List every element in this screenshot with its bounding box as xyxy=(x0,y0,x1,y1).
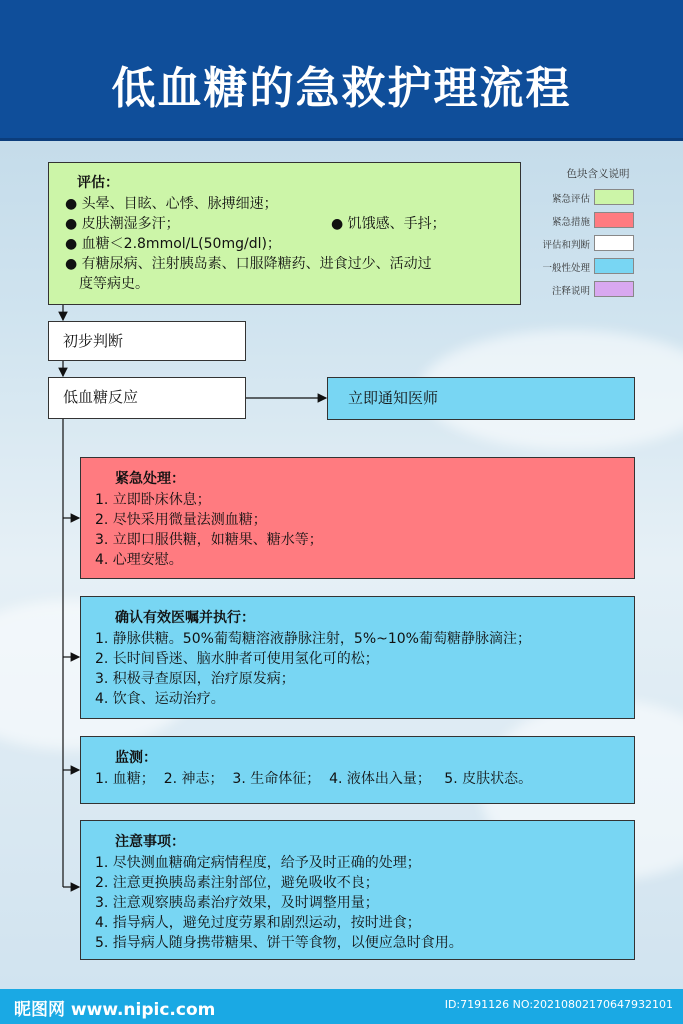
legend-item-general xyxy=(532,258,642,281)
legend-label: 一般性处理 xyxy=(542,263,590,274)
emergency-item: 4. 心理安慰。 xyxy=(95,552,183,568)
notes-box xyxy=(80,820,635,960)
emergency-title: 紧急处理： xyxy=(115,471,185,487)
notes-item: 5. 指导病人随身携带糖果、饼干等食物，以便应急时食用。 xyxy=(95,935,463,951)
legend-item-urgent-measures xyxy=(532,212,642,235)
watermark-id: ID:7191126 NO:20210802170647932101 xyxy=(444,998,673,1011)
emergency-box xyxy=(80,457,635,579)
notes-item: 4. 指导病人，避免过度劳累和剧烈运动，按时进食； xyxy=(95,915,421,931)
monitoring-box xyxy=(80,736,635,804)
monitoring-text: 1. 血糖； 2. 神志； 3. 生命体征； 4. 液体出入量； 5. 皮肤状态。 xyxy=(95,771,533,787)
orders-item: 1. 静脉供糖。50%葡萄糖溶液静脉注射，5%~10%葡萄糖静脉滴注； xyxy=(95,631,531,647)
color-legend xyxy=(532,166,642,304)
emergency-item: 3. 立即口服供糖，如糖果、糖水等； xyxy=(95,532,323,548)
assessment-line-5: 度等病史。 xyxy=(79,276,149,292)
page-title: 低血糖的急救护理流程 xyxy=(111,63,572,114)
legend-item-urgent-assessment xyxy=(532,189,642,212)
assessment-line-4: ● 有糖尿病、注射胰岛素、口服降糖药、进食过少、活动过 xyxy=(65,256,432,272)
assessment-line-2: ● 皮肤潮湿多汗； xyxy=(65,216,180,232)
orders-box xyxy=(80,596,635,719)
legend-label: 评估和判断 xyxy=(542,240,590,251)
legend-swatch xyxy=(594,258,634,274)
legend-title: 色块含义说明 xyxy=(566,168,630,180)
notes-item: 2. 注意更换胰岛素注射部位，避免吸收不良； xyxy=(95,875,379,891)
legend-swatch xyxy=(594,235,634,251)
legend-swatch xyxy=(594,189,634,205)
hypoglycemia-reaction-box: 低血糖反应 xyxy=(48,377,246,419)
monitoring-title: 监测： xyxy=(115,750,157,766)
assessment-line-2b: ● 饥饿感、手抖； xyxy=(331,216,446,232)
legend-item-assess-judge xyxy=(532,235,642,258)
watermark-footer xyxy=(0,989,683,1024)
emergency-item: 1. 立即卧床休息； xyxy=(95,492,211,508)
orders-title: 确认有效医嘱并执行： xyxy=(115,610,255,626)
legend-item-notes xyxy=(532,281,642,304)
notify-doctor-box: 立即通知医师 xyxy=(327,377,635,420)
assessment-title: 评估： xyxy=(77,175,119,191)
legend-label: 紧急措施 xyxy=(551,217,590,228)
assessment-line-3: ● 血糖＜2.8mmol/L(50mg/dl)； xyxy=(65,236,281,252)
orders-item: 4. 饮食、运动治疗。 xyxy=(95,691,225,707)
legend-label: 紧急评估 xyxy=(551,194,590,205)
legend-swatch xyxy=(594,212,634,228)
notes-item: 3. 注意观察胰岛素治疗效果，及时调整用量； xyxy=(95,895,379,911)
legend-label: 注释说明 xyxy=(551,286,590,297)
orders-item: 2. 长时间昏迷、脑水肿者可使用氢化可的松； xyxy=(95,651,379,667)
legend-swatch xyxy=(594,281,634,297)
notes-item: 1. 尽快测血糖确定病情程度，给予及时正确的处理； xyxy=(95,855,421,871)
initial-judgment-box: 初步判断 xyxy=(48,321,246,361)
watermark-brand: 昵图网 www.nipic.com xyxy=(14,1000,216,1020)
emergency-item: 2. 尽快采用微量法测血糖； xyxy=(95,512,267,528)
orders-item: 3. 积极寻查原因，治疗原发病； xyxy=(95,671,295,687)
notes-title: 注意事项： xyxy=(115,834,185,850)
assessment-box xyxy=(48,162,521,305)
assessment-line-1: ● 头晕、目眩、心悸、脉搏细速； xyxy=(65,196,278,212)
